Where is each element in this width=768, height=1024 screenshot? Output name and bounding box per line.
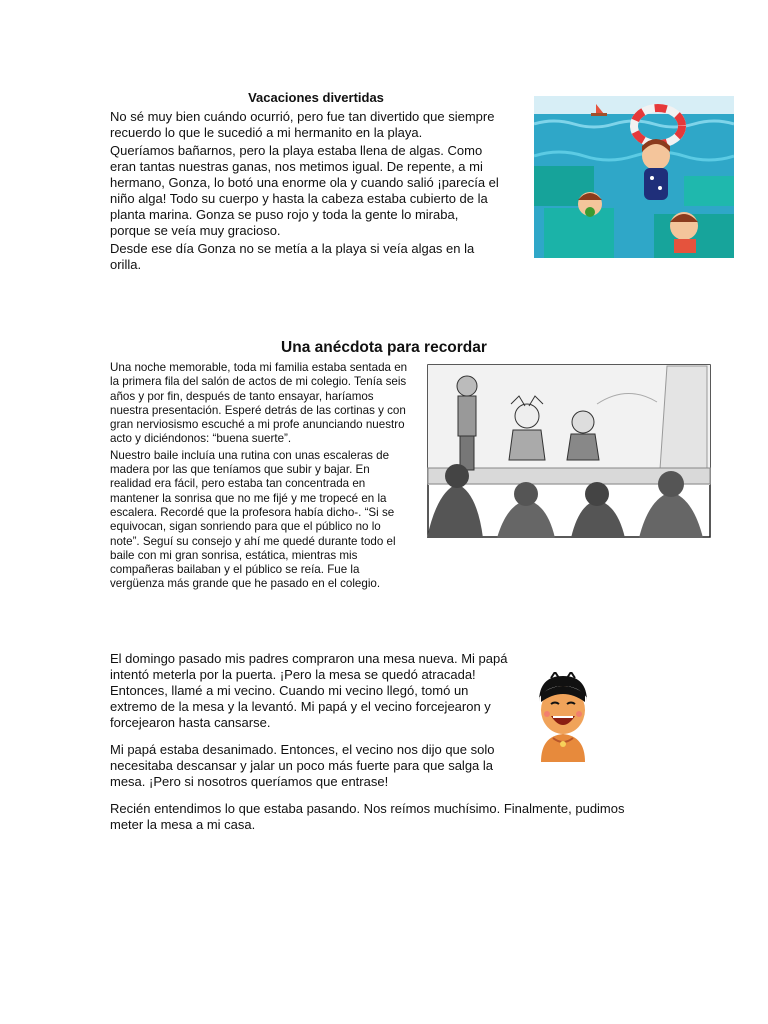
story3-paragraph-3: Recién entendimos lo que estaba pasando. Nos reímos muchísimo. Finalmente, pudimos meter la mesa a mi casa. bbox=[110, 801, 625, 832]
stage-performance-illustration bbox=[427, 364, 711, 538]
laughing-boy-illustration bbox=[531, 672, 595, 762]
story2-paragraph-1: Una noche memorable, toda mi familia estaba sentada en la primera fila del salón de actos de mi colegio. Tenía seis años y por fin, después de tanto ensayar, haríamos nuestra presentación. Esperé detrás de las cortinas y con gran nerviosismo escuché a mi profe anunciando nuestro acto y diciéndonos: “buena suerte”. bbox=[110, 361, 408, 446]
story1-paragraph-1: No sé muy bien cuándo ocurrió, pero fue tan divertido que siempre recuerdo lo que le sucedió a mi hermanito en la playa. bbox=[110, 109, 495, 140]
story2-paragraph-2: Nuestro baile incluía una rutina con unas escaleras de madera por las que teníamos que subir y bajar. En realidad era fácil, pero estaba tan concentrada en mantener la sonrisa que no me fijé y me tropecé en la escalera. Recordé que la profesora había dicho-. “Si se equivocan, sigan sonriendo para que el público no lo note”. Seguí su consejo y ahí me quedé durante todo el baile con mi gran sonrisa, estática, mientras mis compañeras bailaban y el público se reía. Fue la vergüenza más grande que he pasado en el colegio. bbox=[110, 448, 396, 591]
story2-title: Una anécdota para recordar bbox=[281, 339, 487, 356]
story1-title: Vacaciones divertidas bbox=[248, 90, 384, 105]
beach-kids-illustration bbox=[534, 96, 734, 258]
story1-paragraph-2: Queríamos bañarnos, pero la playa estaba llena de algas. Como eran tantas nuestras ganas, nos metimos igual. De repente, a mi hermano, Gonza, lo botó una enorme ola y cuando salió ¡parecía el niño alga! Todo su cuerpo y hasta la cabeza estaba cubierto de la planta marina. Gonza se puso rojo y toda la gente lo miraba, porque se veía muy gracioso. bbox=[110, 143, 499, 238]
story3-paragraph-1: El domingo pasado mis padres compraron una mesa nueva. Mi papá intentó meterla por la puerta. ¡Pero la mesa se quedó atracada! Entonces, llamé a mi vecino. Cuando mi vecino llegó, tomó un extremo de la mesa y la levantó. Mi papá y el vecino forcejearon y forcejearon hasta cansarse. bbox=[110, 651, 508, 730]
story1-paragraph-3: Desde ese día Gonza no se metía a la playa si veía algas en la orilla. bbox=[110, 241, 475, 272]
story3-paragraph-2: Mi papá estaba desanimado. Entonces, el vecino nos dijo que solo necesitaba descansar y jalar un poco más fuerte para que salga la mesa. ¡Pero si nosotros queríamos que entrase! bbox=[110, 742, 495, 789]
story1-body bbox=[110, 109, 500, 273]
